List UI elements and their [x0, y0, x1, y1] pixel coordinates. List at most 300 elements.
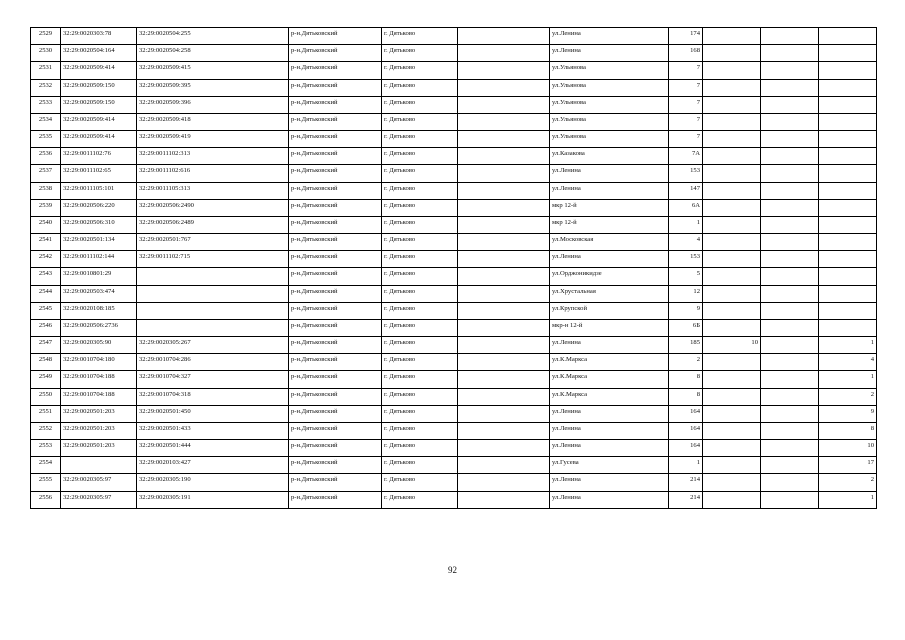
cadastral-number-cell: 32:29:0020501:134: [61, 234, 137, 251]
house-number-cell: 8: [669, 371, 703, 388]
object-cadastral-number-cell: 32:29:0020506:2489: [137, 216, 289, 233]
city-cell: г. Дятьково: [382, 337, 458, 354]
city-cell: г. Дятьково: [382, 405, 458, 422]
street-cell: мкр 12-й: [550, 199, 669, 216]
cadastral-number-cell: 32:29:0020506:310: [61, 216, 137, 233]
extra-cell: [761, 182, 819, 199]
cadastral-number-cell: 32:29:0010801:29: [61, 268, 137, 285]
table-row: [31, 354, 877, 371]
city-cell: г. Дятьково: [382, 354, 458, 371]
district-cell: р-н.Дятьковский: [289, 491, 382, 508]
cadastral-number-cell: 32:29:0020509:414: [61, 62, 137, 79]
object-cadastral-number-cell: 32:29:0020509:418: [137, 113, 289, 130]
table-row: [31, 457, 877, 474]
table-row: [31, 251, 877, 268]
apartment-cell: [819, 319, 877, 336]
table-row: [31, 45, 877, 62]
row-number-cell: 2551: [31, 405, 61, 422]
page-number: 92: [448, 565, 457, 575]
object-cadastral-number-cell: 32:29:0020509:419: [137, 131, 289, 148]
settlement-cell: [458, 440, 550, 457]
district-cell: р-н.Дятьковский: [289, 457, 382, 474]
city-cell: г. Дятьково: [382, 319, 458, 336]
cadastral-number-cell: 32:29:0020509:414: [61, 131, 137, 148]
district-cell: р-н.Дятьковский: [289, 337, 382, 354]
row-number-cell: 2554: [31, 457, 61, 474]
apartment-cell: [819, 216, 877, 233]
apartment-cell: [819, 148, 877, 165]
building-cell: [703, 199, 761, 216]
cadastral-number-cell: 32:29:0020305:97: [61, 474, 137, 491]
apartment-cell: [819, 182, 877, 199]
object-cadastral-number-cell: [137, 319, 289, 336]
house-number-cell: 9: [669, 302, 703, 319]
table-row: [31, 405, 877, 422]
street-cell: ул.Ульянова: [550, 79, 669, 96]
building-cell: [703, 96, 761, 113]
object-cadastral-number-cell: 32:29:0020509:395: [137, 79, 289, 96]
building-cell: [703, 422, 761, 439]
apartment-cell: 8: [819, 422, 877, 439]
extra-cell: [761, 388, 819, 405]
extra-cell: [761, 457, 819, 474]
house-number-cell: 214: [669, 474, 703, 491]
house-number-cell: 5: [669, 268, 703, 285]
street-cell: ул.Ленина: [550, 440, 669, 457]
district-cell: р-н.Дятьковский: [289, 62, 382, 79]
house-number-cell: 153: [669, 165, 703, 182]
object-cadastral-number-cell: 32:29:0020509:415: [137, 62, 289, 79]
object-cadastral-number-cell: 32:29:0020504:255: [137, 28, 289, 45]
apartment-cell: [819, 79, 877, 96]
table-row: [31, 337, 877, 354]
row-number-cell: 2540: [31, 216, 61, 233]
apartment-cell: 2: [819, 474, 877, 491]
extra-cell: [761, 28, 819, 45]
apartment-cell: 1: [819, 371, 877, 388]
object-cadastral-number-cell: 32:29:0020509:396: [137, 96, 289, 113]
settlement-cell: [458, 96, 550, 113]
extra-cell: [761, 302, 819, 319]
street-cell: ул.Ленина: [550, 337, 669, 354]
street-cell: ул.Ленина: [550, 45, 669, 62]
extra-cell: [761, 131, 819, 148]
street-cell: ул.Ленина: [550, 165, 669, 182]
table-row: [31, 302, 877, 319]
street-cell: ул.К.Маркса: [550, 354, 669, 371]
apartment-cell: [819, 302, 877, 319]
district-cell: р-н.Дятьковский: [289, 216, 382, 233]
street-cell: ул.Ульянова: [550, 96, 669, 113]
cadastral-number-cell: 32:29:0020503:474: [61, 285, 137, 302]
object-cadastral-number-cell: [137, 302, 289, 319]
city-cell: г. Дятьково: [382, 148, 458, 165]
row-number-cell: 2545: [31, 302, 61, 319]
house-number-cell: 7А: [669, 148, 703, 165]
street-cell: ул.Хрустальная: [550, 285, 669, 302]
row-number-cell: 2541: [31, 234, 61, 251]
district-cell: р-н.Дятьковский: [289, 45, 382, 62]
settlement-cell: [458, 302, 550, 319]
building-cell: [703, 113, 761, 130]
cadastral-number-cell: 32:29:0011102:65: [61, 165, 137, 182]
table-row: [31, 131, 877, 148]
street-cell: ул.Ленина: [550, 28, 669, 45]
building-cell: [703, 474, 761, 491]
extra-cell: [761, 45, 819, 62]
city-cell: г. Дятьково: [382, 422, 458, 439]
building-cell: [703, 388, 761, 405]
apartment-cell: 1: [819, 491, 877, 508]
city-cell: г. Дятьково: [382, 199, 458, 216]
building-cell: [703, 251, 761, 268]
building-cell: [703, 285, 761, 302]
table-row: [31, 113, 877, 130]
extra-cell: [761, 319, 819, 336]
row-number-cell: 2538: [31, 182, 61, 199]
house-number-cell: 147: [669, 182, 703, 199]
cadastral-number-cell: 32:29:0020506:2736: [61, 319, 137, 336]
district-cell: р-н.Дятьковский: [289, 319, 382, 336]
district-cell: р-н.Дятьковский: [289, 79, 382, 96]
settlement-cell: [458, 337, 550, 354]
district-cell: р-н.Дятьковский: [289, 251, 382, 268]
settlement-cell: [458, 79, 550, 96]
city-cell: г. Дятьково: [382, 388, 458, 405]
city-cell: г. Дятьково: [382, 165, 458, 182]
table-row: [31, 79, 877, 96]
row-number-cell: 2534: [31, 113, 61, 130]
table-row: [31, 199, 877, 216]
apartment-cell: 17: [819, 457, 877, 474]
settlement-cell: [458, 319, 550, 336]
city-cell: г. Дятьково: [382, 268, 458, 285]
table-row: [31, 388, 877, 405]
object-cadastral-number-cell: 32:29:0020506:2490: [137, 199, 289, 216]
cadastral-number-cell: 32:29:0020509:150: [61, 96, 137, 113]
street-cell: ул.К.Маркса: [550, 371, 669, 388]
city-cell: г. Дятьково: [382, 474, 458, 491]
city-cell: г. Дятьково: [382, 182, 458, 199]
row-number-cell: 2549: [31, 371, 61, 388]
settlement-cell: [458, 371, 550, 388]
settlement-cell: [458, 131, 550, 148]
extra-cell: [761, 491, 819, 508]
district-cell: р-н.Дятьковский: [289, 182, 382, 199]
cadastral-number-cell: 32:29:0011102:144: [61, 251, 137, 268]
settlement-cell: [458, 388, 550, 405]
street-cell: ул.Крупской: [550, 302, 669, 319]
extra-cell: [761, 285, 819, 302]
registry-table-body: [31, 28, 877, 509]
apartment-cell: [819, 131, 877, 148]
extra-cell: [761, 268, 819, 285]
extra-cell: [761, 148, 819, 165]
settlement-cell: [458, 405, 550, 422]
district-cell: р-н.Дятьковский: [289, 131, 382, 148]
row-number-cell: 2539: [31, 199, 61, 216]
apartment-cell: [819, 285, 877, 302]
district-cell: р-н.Дятьковский: [289, 199, 382, 216]
table-row: [31, 422, 877, 439]
district-cell: р-н.Дятьковский: [289, 113, 382, 130]
settlement-cell: [458, 199, 550, 216]
row-number-cell: 2548: [31, 354, 61, 371]
apartment-cell: 10: [819, 440, 877, 457]
cadastral-number-cell: 32:29:0020501:203: [61, 422, 137, 439]
extra-cell: [761, 405, 819, 422]
extra-cell: [761, 96, 819, 113]
house-number-cell: 164: [669, 422, 703, 439]
row-number-cell: 2550: [31, 388, 61, 405]
district-cell: р-н.Дятьковский: [289, 96, 382, 113]
city-cell: г. Дятьково: [382, 131, 458, 148]
row-number-cell: 2543: [31, 268, 61, 285]
cadastral-number-cell: 32:29:0010704:188: [61, 371, 137, 388]
apartment-cell: [819, 165, 877, 182]
table-row: [31, 148, 877, 165]
house-number-cell: 7: [669, 79, 703, 96]
object-cadastral-number-cell: 32:29:0010704:318: [137, 388, 289, 405]
extra-cell: [761, 113, 819, 130]
city-cell: г. Дятьково: [382, 371, 458, 388]
settlement-cell: [458, 216, 550, 233]
settlement-cell: [458, 234, 550, 251]
extra-cell: [761, 234, 819, 251]
street-cell: ул.Ленина: [550, 491, 669, 508]
building-cell: [703, 354, 761, 371]
street-cell: ул.Казакова: [550, 148, 669, 165]
apartment-cell: 2: [819, 388, 877, 405]
district-cell: р-н.Дятьковский: [289, 285, 382, 302]
building-cell: [703, 440, 761, 457]
house-number-cell: 4: [669, 234, 703, 251]
table-row: [31, 234, 877, 251]
settlement-cell: [458, 354, 550, 371]
row-number-cell: 2542: [31, 251, 61, 268]
apartment-cell: 1: [819, 337, 877, 354]
city-cell: г. Дятьково: [382, 45, 458, 62]
extra-cell: [761, 199, 819, 216]
building-cell: [703, 491, 761, 508]
city-cell: г. Дятьково: [382, 96, 458, 113]
house-number-cell: 214: [669, 491, 703, 508]
table-row: [31, 319, 877, 336]
district-cell: р-н.Дятьковский: [289, 354, 382, 371]
settlement-cell: [458, 285, 550, 302]
city-cell: г. Дятьково: [382, 216, 458, 233]
building-cell: [703, 319, 761, 336]
settlement-cell: [458, 62, 550, 79]
house-number-cell: 164: [669, 440, 703, 457]
table-row: [31, 474, 877, 491]
cadastral-number-cell: 32:29:0020501:203: [61, 440, 137, 457]
building-cell: [703, 45, 761, 62]
row-number-cell: 2535: [31, 131, 61, 148]
street-cell: ул.Ленина: [550, 182, 669, 199]
district-cell: р-н.Дятьковский: [289, 234, 382, 251]
settlement-cell: [458, 45, 550, 62]
district-cell: р-н.Дятьковский: [289, 302, 382, 319]
house-number-cell: 7: [669, 113, 703, 130]
street-cell: ул.Ульянова: [550, 131, 669, 148]
building-cell: [703, 268, 761, 285]
settlement-cell: [458, 422, 550, 439]
object-cadastral-number-cell: 32:29:0020501:767: [137, 234, 289, 251]
house-number-cell: 1: [669, 216, 703, 233]
apartment-cell: [819, 96, 877, 113]
extra-cell: [761, 354, 819, 371]
house-number-cell: 12: [669, 285, 703, 302]
row-number-cell: 2544: [31, 285, 61, 302]
apartment-cell: [819, 28, 877, 45]
row-number-cell: 2531: [31, 62, 61, 79]
building-cell: [703, 302, 761, 319]
table-row: [31, 440, 877, 457]
apartment-cell: 9: [819, 405, 877, 422]
building-cell: [703, 216, 761, 233]
cadastral-number-cell: 32:29:0020303:78: [61, 28, 137, 45]
house-number-cell: 7: [669, 131, 703, 148]
object-cadastral-number-cell: 32:29:0011102:313: [137, 148, 289, 165]
street-cell: мкр 12-й: [550, 216, 669, 233]
apartment-cell: [819, 45, 877, 62]
cadastral-number-cell: 32:29:0020509:414: [61, 113, 137, 130]
district-cell: р-н.Дятьковский: [289, 28, 382, 45]
cadastral-number-cell: 32:29:0020305:90: [61, 337, 137, 354]
city-cell: г. Дятьково: [382, 251, 458, 268]
building-cell: [703, 405, 761, 422]
object-cadastral-number-cell: 32:29:0020501:450: [137, 405, 289, 422]
object-cadastral-number-cell: [137, 285, 289, 302]
street-cell: ул.Ленина: [550, 422, 669, 439]
district-cell: р-н.Дятьковский: [289, 388, 382, 405]
house-number-cell: 2: [669, 354, 703, 371]
building-cell: [703, 371, 761, 388]
house-number-cell: 185: [669, 337, 703, 354]
district-cell: р-н.Дятьковский: [289, 371, 382, 388]
extra-cell: [761, 371, 819, 388]
apartment-cell: [819, 268, 877, 285]
house-number-cell: 6А: [669, 199, 703, 216]
building-cell: [703, 79, 761, 96]
settlement-cell: [458, 28, 550, 45]
street-cell: ул.Ленина: [550, 251, 669, 268]
building-cell: [703, 62, 761, 79]
extra-cell: [761, 440, 819, 457]
building-cell: [703, 131, 761, 148]
cadastral-number-cell: 32:29:0011102:76: [61, 148, 137, 165]
cadastral-number-cell: 32:29:0020305:97: [61, 491, 137, 508]
cadastral-number-cell: 32:29:0011105:101: [61, 182, 137, 199]
city-cell: г. Дятьково: [382, 79, 458, 96]
house-number-cell: 168: [669, 45, 703, 62]
city-cell: г. Дятьково: [382, 302, 458, 319]
apartment-cell: [819, 113, 877, 130]
apartment-cell: [819, 62, 877, 79]
settlement-cell: [458, 457, 550, 474]
house-number-cell: 7: [669, 62, 703, 79]
building-cell: [703, 148, 761, 165]
settlement-cell: [458, 491, 550, 508]
district-cell: р-н.Дятьковский: [289, 474, 382, 491]
object-cadastral-number-cell: 32:29:0020305:267: [137, 337, 289, 354]
house-number-cell: 8: [669, 388, 703, 405]
settlement-cell: [458, 268, 550, 285]
table-row: [31, 182, 877, 199]
settlement-cell: [458, 251, 550, 268]
street-cell: ул.Орджоникидзе: [550, 268, 669, 285]
object-cadastral-number-cell: 32:29:0020504:258: [137, 45, 289, 62]
row-number-cell: 2533: [31, 96, 61, 113]
house-number-cell: 1: [669, 457, 703, 474]
house-number-cell: 153: [669, 251, 703, 268]
object-cadastral-number-cell: 32:29:0020103:427: [137, 457, 289, 474]
object-cadastral-number-cell: 32:29:0011102:616: [137, 165, 289, 182]
row-number-cell: 2556: [31, 491, 61, 508]
district-cell: р-н.Дятьковский: [289, 405, 382, 422]
apartment-cell: [819, 199, 877, 216]
settlement-cell: [458, 474, 550, 491]
extra-cell: [761, 422, 819, 439]
district-cell: р-н.Дятьковский: [289, 440, 382, 457]
extra-cell: [761, 62, 819, 79]
district-cell: р-н.Дятьковский: [289, 148, 382, 165]
settlement-cell: [458, 165, 550, 182]
table-row: [31, 371, 877, 388]
street-cell: ул.К.Маркса: [550, 388, 669, 405]
house-number-cell: 6Б: [669, 319, 703, 336]
table-row: [31, 165, 877, 182]
city-cell: г. Дятьково: [382, 491, 458, 508]
cadastral-number-cell: 32:29:0020108:185: [61, 302, 137, 319]
cadastral-number-cell: 32:29:0010704:188: [61, 388, 137, 405]
extra-cell: [761, 165, 819, 182]
settlement-cell: [458, 182, 550, 199]
cadastral-number-cell: 32:29:0020501:203: [61, 405, 137, 422]
object-cadastral-number-cell: 32:29:0020501:444: [137, 440, 289, 457]
object-cadastral-number-cell: 32:29:0010704:286: [137, 354, 289, 371]
row-number-cell: 2555: [31, 474, 61, 491]
street-cell: ул.Ленина: [550, 405, 669, 422]
apartment-cell: [819, 251, 877, 268]
row-number-cell: 2537: [31, 165, 61, 182]
street-cell: ул.Московская: [550, 234, 669, 251]
settlement-cell: [458, 148, 550, 165]
table-row: [31, 216, 877, 233]
table-row: [31, 285, 877, 302]
row-number-cell: 2553: [31, 440, 61, 457]
object-cadastral-number-cell: [137, 268, 289, 285]
district-cell: р-н.Дятьковский: [289, 165, 382, 182]
house-number-cell: 164: [669, 405, 703, 422]
city-cell: г. Дятьково: [382, 28, 458, 45]
city-cell: г. Дятьково: [382, 457, 458, 474]
settlement-cell: [458, 113, 550, 130]
extra-cell: [761, 251, 819, 268]
cadastral-number-cell: 32:29:0020509:150: [61, 79, 137, 96]
row-number-cell: 2532: [31, 79, 61, 96]
cadastral-number-cell: 32:29:0020506:220: [61, 199, 137, 216]
street-cell: ул.Гусева: [550, 457, 669, 474]
object-cadastral-number-cell: 32:29:0011102:715: [137, 251, 289, 268]
street-cell: ул.Ленина: [550, 474, 669, 491]
apartment-cell: [819, 234, 877, 251]
city-cell: г. Дятьково: [382, 62, 458, 79]
street-cell: мкр-н 12-й: [550, 319, 669, 336]
apartment-cell: 4: [819, 354, 877, 371]
house-number-cell: 7: [669, 96, 703, 113]
